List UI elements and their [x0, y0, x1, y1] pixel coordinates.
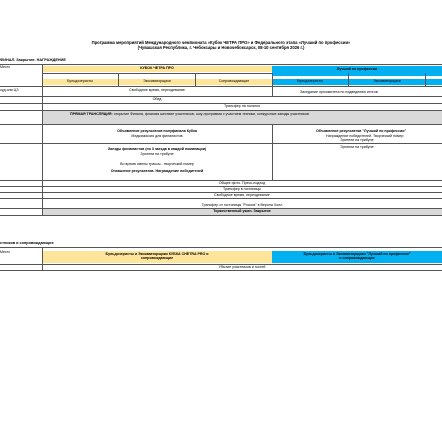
hotel-transfer: Трансфер в гостиницы	[223, 187, 261, 191]
program-title: Программа мероприятий Международного чемпионата «Кубок ЧЕТРА ПРО» и Федерального этапа «Лучший по профессии»	[91, 40, 351, 45]
cup-header: КУБОК ЧЕТРА ПРО	[42, 66, 272, 72]
best-winners: Награждение победителей. Творческий номер	[326, 134, 404, 138]
sub-accomp: Сопровождающие	[196, 79, 272, 85]
broadcast-text: открытие Финала, флагова шествие участников, шоу-программа с участием техники, конкурсные заезды участников	[112, 112, 309, 116]
spectators-3: Зрители на трибуне	[140, 152, 174, 156]
cup-results: Оглашение результатов. Награждение победителей	[110, 169, 204, 173]
finalist-runs: Заезды финалистов (по 3 заезда в каждой номинации)	[107, 147, 207, 151]
sub-exc: Экскаваторщики	[119, 79, 195, 85]
lunch: Обед	[152, 97, 162, 101]
sub-bull: Бульдозеристы	[42, 79, 118, 85]
break-creative: Во время смены трассы - творческий номер	[120, 162, 194, 166]
row3-label: суд или ЦЗ	[0, 88, 19, 92]
transfer-polygon: Трансфер на полигон	[224, 104, 260, 108]
gala-dinner: Торжественный ужин. Закрытие	[42, 209, 442, 215]
day1-section-title: ФИНАЛ. Закрытие. НАГРАЖДЕНИЕ	[0, 58, 66, 62]
semi-results: Объявление результатов полуфинала Кубка	[117, 129, 197, 133]
best-results: Объявление результатов "Лучший по профессии"	[316, 129, 407, 133]
day2-section-title: стников и сопровождающих	[0, 241, 54, 245]
departure: Убытие участников и гостей	[218, 265, 266, 269]
row-place-label: Место	[0, 65, 11, 69]
program-subtitle: (Чувашская Республика, г. Чебоксары и Новочебоксарск, 08-10 сентября 2026 г.)	[137, 45, 305, 50]
row3-cup: Свободное время, переодевание	[129, 88, 185, 92]
free-time: Свободное время, переодевание	[214, 193, 270, 197]
medical: Медкомиссия для финалистов	[131, 134, 183, 138]
group-photo: Общее фото. Пресс-подход	[218, 181, 266, 185]
verona-transfer: Трансфер от гостиницы "Россия" в Верона Холл	[201, 203, 283, 207]
spectators-1: Зрители на трибуне	[340, 138, 374, 142]
day2-best-header: Бульдозеристы и Экскаваторщики "Лучший по профессии" и сопровождающие	[272, 251, 442, 263]
row3-best: Заседание оргкомитета по подведению итогов	[300, 90, 378, 94]
day2-cup-header: Бульдозеристы и Экскаваторщики КУБКА CHETRA PRO и сопровождающие	[42, 251, 272, 263]
broadcast-label: ПРЯМАЯ ТРАНСЛЯЦИЯ:	[70, 112, 113, 116]
live-broadcast	[42, 111, 442, 124]
sub-bull2: Бульдозеристы	[272, 79, 348, 85]
best-header: Лучший по профессии	[272, 66, 442, 76]
day2-place-label: Место	[0, 250, 11, 254]
sub-exc2: Экскаваторщики	[349, 79, 425, 85]
spectators-2: Зрители на трибуне	[340, 145, 374, 149]
